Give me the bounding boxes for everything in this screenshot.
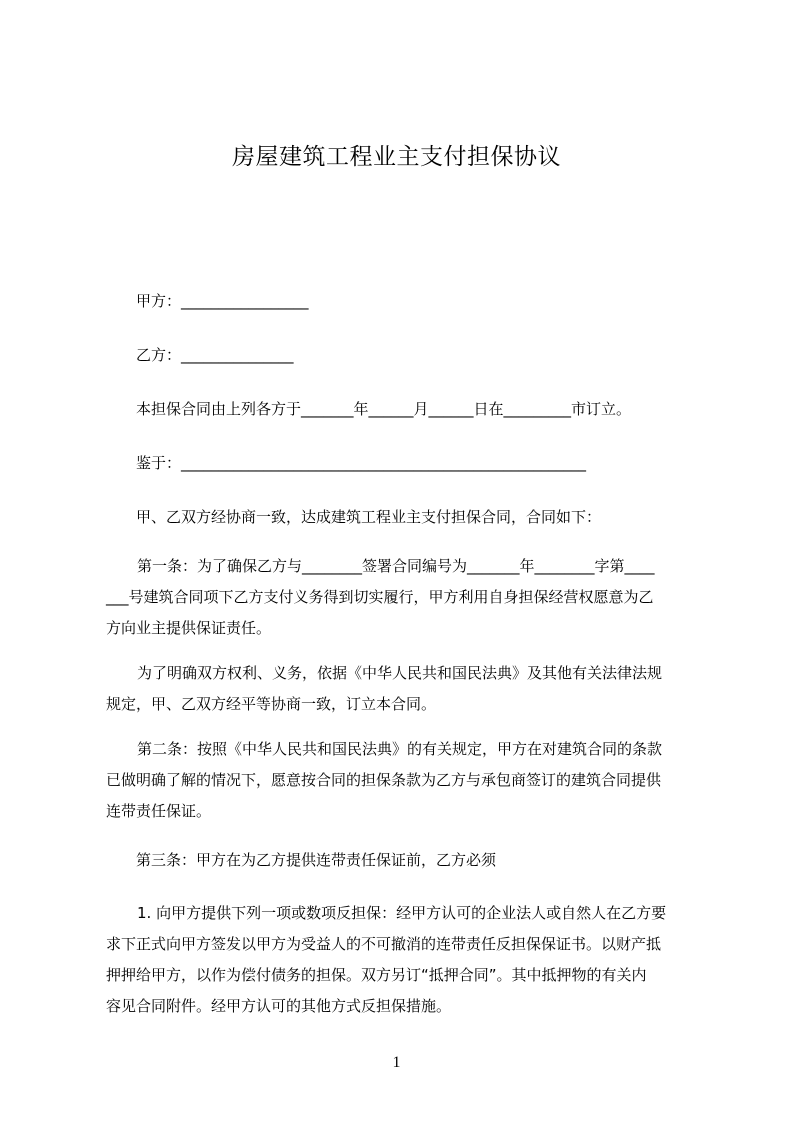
item-1-line: 押押给甲方，以作为偿付债务的担保。双方另订“抵押合同”。其中抵押物的有关内 bbox=[106, 966, 647, 984]
article-1-line: ___号建筑合同项下乙方支付义务得到切实履行，甲方利用自身担保经营权愿意为乙 bbox=[106, 588, 654, 606]
item-1-line: 容见合同附件。经甲方认可的其他方式反担保措施。 bbox=[106, 997, 452, 1015]
document-title: 房屋建筑工程业主支付担保协议 bbox=[232, 144, 561, 170]
article-2-line: 第二条：按照《中华人民共和国民法典》的有关规定，甲方在对建筑合同的条款 bbox=[137, 740, 663, 758]
purpose-line: 规定，甲、乙双方经平等协商一致，订立本合同。 bbox=[106, 695, 437, 713]
item-1-line: 1. 向甲方提供下列一项或数项反担保：经甲方认可的企业法人或自然人在乙方要 bbox=[137, 904, 667, 922]
article-2-line: 连带责任保证。 bbox=[106, 802, 212, 820]
page-number: 1 bbox=[392, 1054, 401, 1071]
intro-line: 甲、乙双方经协商一致，达成建筑工程业主支付担保合同，合同如下： bbox=[136, 508, 602, 526]
article-1-line: 第一条：为了确保乙方与________签署合同编号为_______年________字第____ bbox=[137, 557, 655, 575]
purpose-paragraph bbox=[106, 658, 702, 720]
article-2-line: 已做明确了解的情况下，愿意按合同的担保条款为乙方与承包商签订的建筑合同提供 bbox=[106, 771, 662, 789]
party-a-line: 甲方：_________________ bbox=[136, 292, 309, 310]
item-1-line: 求下正式向甲方签发以甲方为受益人的不可撤消的连带责任反担保保证书。以财产抵 bbox=[106, 935, 662, 953]
purpose-line: 为了明确双方权利、义务，依据《中华人民共和国民法典》及其他有关法律法规 bbox=[137, 664, 663, 682]
article-3: 第三条：甲方在为乙方提供连带责任保证前，乙方必须 bbox=[136, 851, 497, 869]
whereas-line: 鉴于：______________________________________________________ bbox=[136, 454, 587, 472]
article-1-line: 方向业主提供保证责任。 bbox=[106, 619, 272, 637]
article-1 bbox=[106, 551, 702, 644]
article-2 bbox=[106, 734, 702, 827]
signing-line: 本担保合同由上列各方于_______年______月______日在_________市订立。 bbox=[136, 400, 632, 418]
item-1 bbox=[106, 898, 702, 1022]
party-b-line: 乙方：_______________ bbox=[136, 346, 294, 364]
